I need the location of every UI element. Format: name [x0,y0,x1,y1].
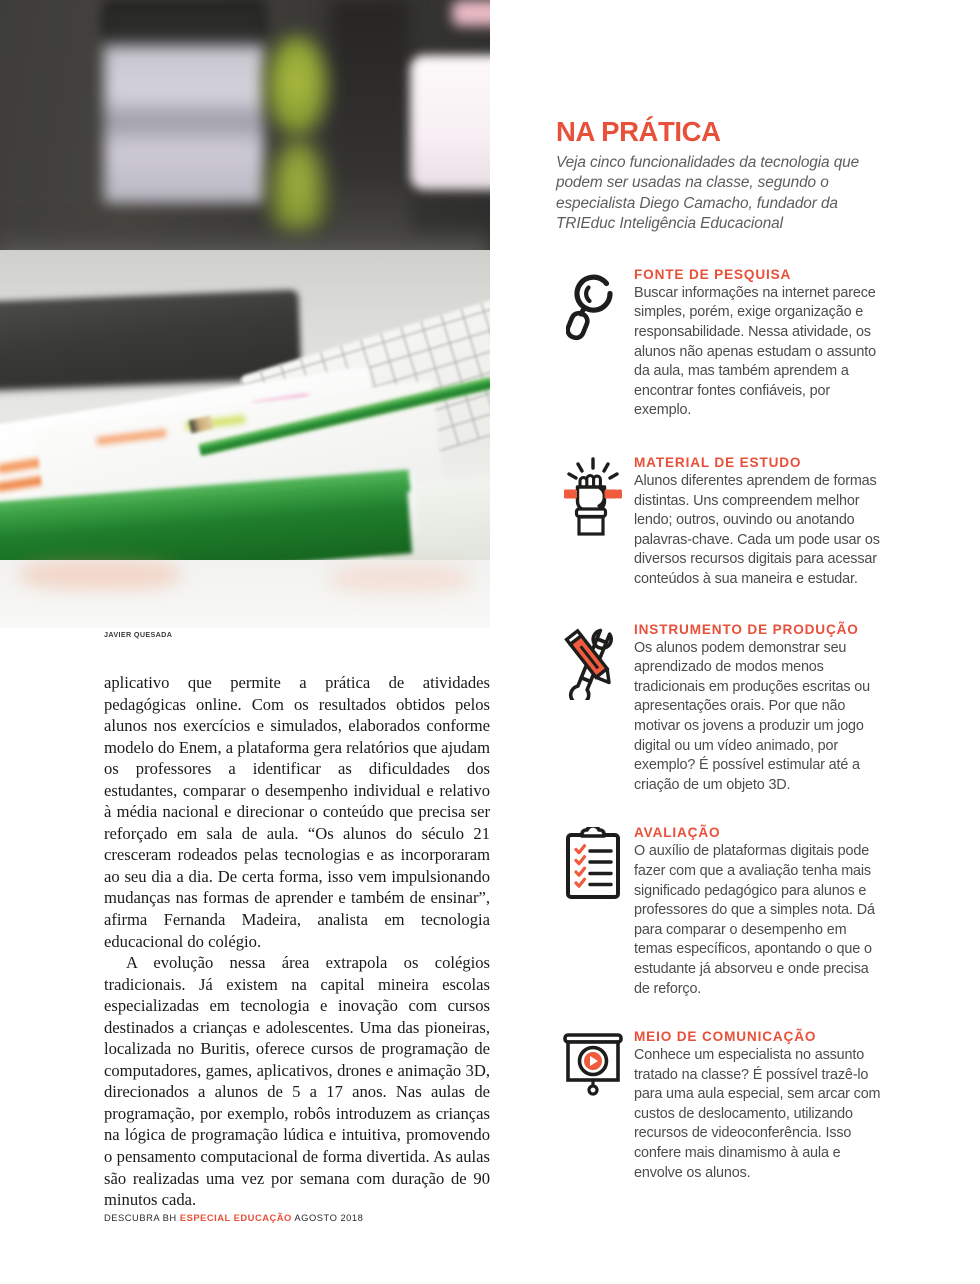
sidebar-item-content [634,825,886,999]
sidebar-item-body: Buscar informações na internet parece simples, porém, exige organização e responsabilidade. Nessa atividade, os alunos não apenas estudam o assunto da aula, mas também aprendem a encontrar fontes confiáveis, por exemplo. [634,284,876,419]
clipboard-checklist-icon [556,825,630,901]
sidebar-item-heading: AVALIAÇÃO [634,825,721,841]
sidebar-item-instrumento-de-producao [556,622,886,796]
sidebar-item-content [634,622,886,796]
article-body [104,672,490,1211]
footer-issue: AGOSTO 2018 [294,1212,364,1223]
sidebar-item-body: O auxílio de plataformas digitais pode fazer com que a avaliação tenha mais significado pedagógico para alunos e professores do que a simples nota. Dá para comparar o desempenho em temas específicos, apontando o que o estudante já absorveu e onde precisa de reforço. [634,843,875,997]
article-paragraph: aplicativo que permite a prática de atividades pedagógicas online. Com os resultados obtidos pelos alunos nos exercícios e simulados, elaborados conforme modelo do Enem, a plataforma gera relatórios que ajudam os professores a identificar as dificuldades dos estudantes, comparar o desempenho individual e relativo à média nacional e direcionar o conteúdo que precisa ser reforçado em sala de aula. “Os alunos do século 21 cresceram rodeados pelas tecnologias e as incorporaram ao seu dia a dia. De certa forma, isso vem impulsionando mudanças nas formas de aprender e também de ensinar”, afirma Fernanda Madeira, analista em tecnologia educacional do colégio. [104,673,490,951]
photo-bokeh-smudge-right [330,566,470,592]
photo-credit: JAVIER QUESADA [104,630,173,639]
photo-white-mug [410,55,490,190]
article-photo [0,0,490,628]
footer-publication: DESCUBRA BH [104,1212,177,1223]
wrench-and-pencil-icon [556,622,630,700]
projector-screen-play-icon [556,1029,630,1097]
sidebar-item-heading: INSTRUMENTO DE PRODUÇÃO [634,621,859,637]
article-paragraph: A evolução nessa área extrapola os colégios tradicionais. Já existem na capital mineira escolas especializadas em tecnologia e inovação com cursos destinados a crianças e adolescentes. Uma das pioneiras, localizada no Buritis, oferece cursos de programação de computadores, games, aplicativos, drones e animação 3D, direcionados a alunos de 5 a 17 anos. Nas aulas de programação, por exemplo, robôs introduzem as crianças na lógica de programação lúdica e intuitiva, promovendo o pensamento computacional de forma divertida. As aulas são realizadas uma vez por semana com duração de 90 minutos cada. [104,953,490,1210]
sidebar-item-body: Alunos diferentes aprendem de formas distintas. Uns compreendem melhor lendo; outros, ouvindo ou anotando palavras-chave. Cada um pode usar os diversos recursos digitais para acessar conteúdos à sua maneira e estudar. [634,473,880,587]
footer-section: ESPECIAL EDUCAÇÃO [179,1212,292,1223]
sidebar-subtitle: Veja cinco funcionalidades da tecnologia que podem ser usadas na classe, segundo o especialista Diego Camacho, fundador da TRIEduc Inteligência Educacional [556,153,860,233]
sidebar-item-content [634,455,886,590]
photo-dark-column [330,0,410,250]
photo-bokeh-smudge-left [20,560,180,590]
sidebar-item-content [634,1029,886,1183]
sidebar-item-content [634,267,886,421]
sidebar-item-heading: FONTE DE PESQUISA [634,266,792,282]
sidebar-item-fonte-de-pesquisa [556,267,886,421]
sidebar-item-meio-de-comunicacao [556,1029,886,1183]
sidebar-item-material-de-estudo [556,455,886,590]
sidebar-item-body: Os alunos podem demonstrar seu aprendizado de modos menos tradicionais em produções escritas ou apresentações orais. Por que não motivar os jovens a produzir um jogo digital ou um vídeo animado, por exemplo? É possível estimular até a criação de um objeto 3D. [634,639,871,793]
na-pratica-sidebar [556,118,886,1205]
sidebar-item-heading: MATERIAL DE ESTUDO [634,455,802,471]
sidebar-item-list [556,267,886,1183]
sidebar-item-heading: MEIO DE COMUNICAÇÃO [634,1029,817,1045]
photo-green-bokeh-upper [266,36,328,136]
sidebar-item-avaliacao [556,825,886,999]
hand-holding-highlighter-icon [556,455,630,537]
page-footer [104,1212,363,1223]
sidebar-item-body: Conhece um especialista no assunto tratado na classe? É possível trazê-lo para uma aula especial, sem arcar com custos de deslocamento, utilizando recursos de videoconferência. Isso confere mais dinamismo à aula e envolve os alunos. [634,1047,881,1181]
magnifying-glass-icon [556,267,630,341]
photo-pink-object [452,0,490,26]
sidebar-title: NA PRÁTICA [556,116,721,147]
photo-monitor-panel [104,8,264,203]
